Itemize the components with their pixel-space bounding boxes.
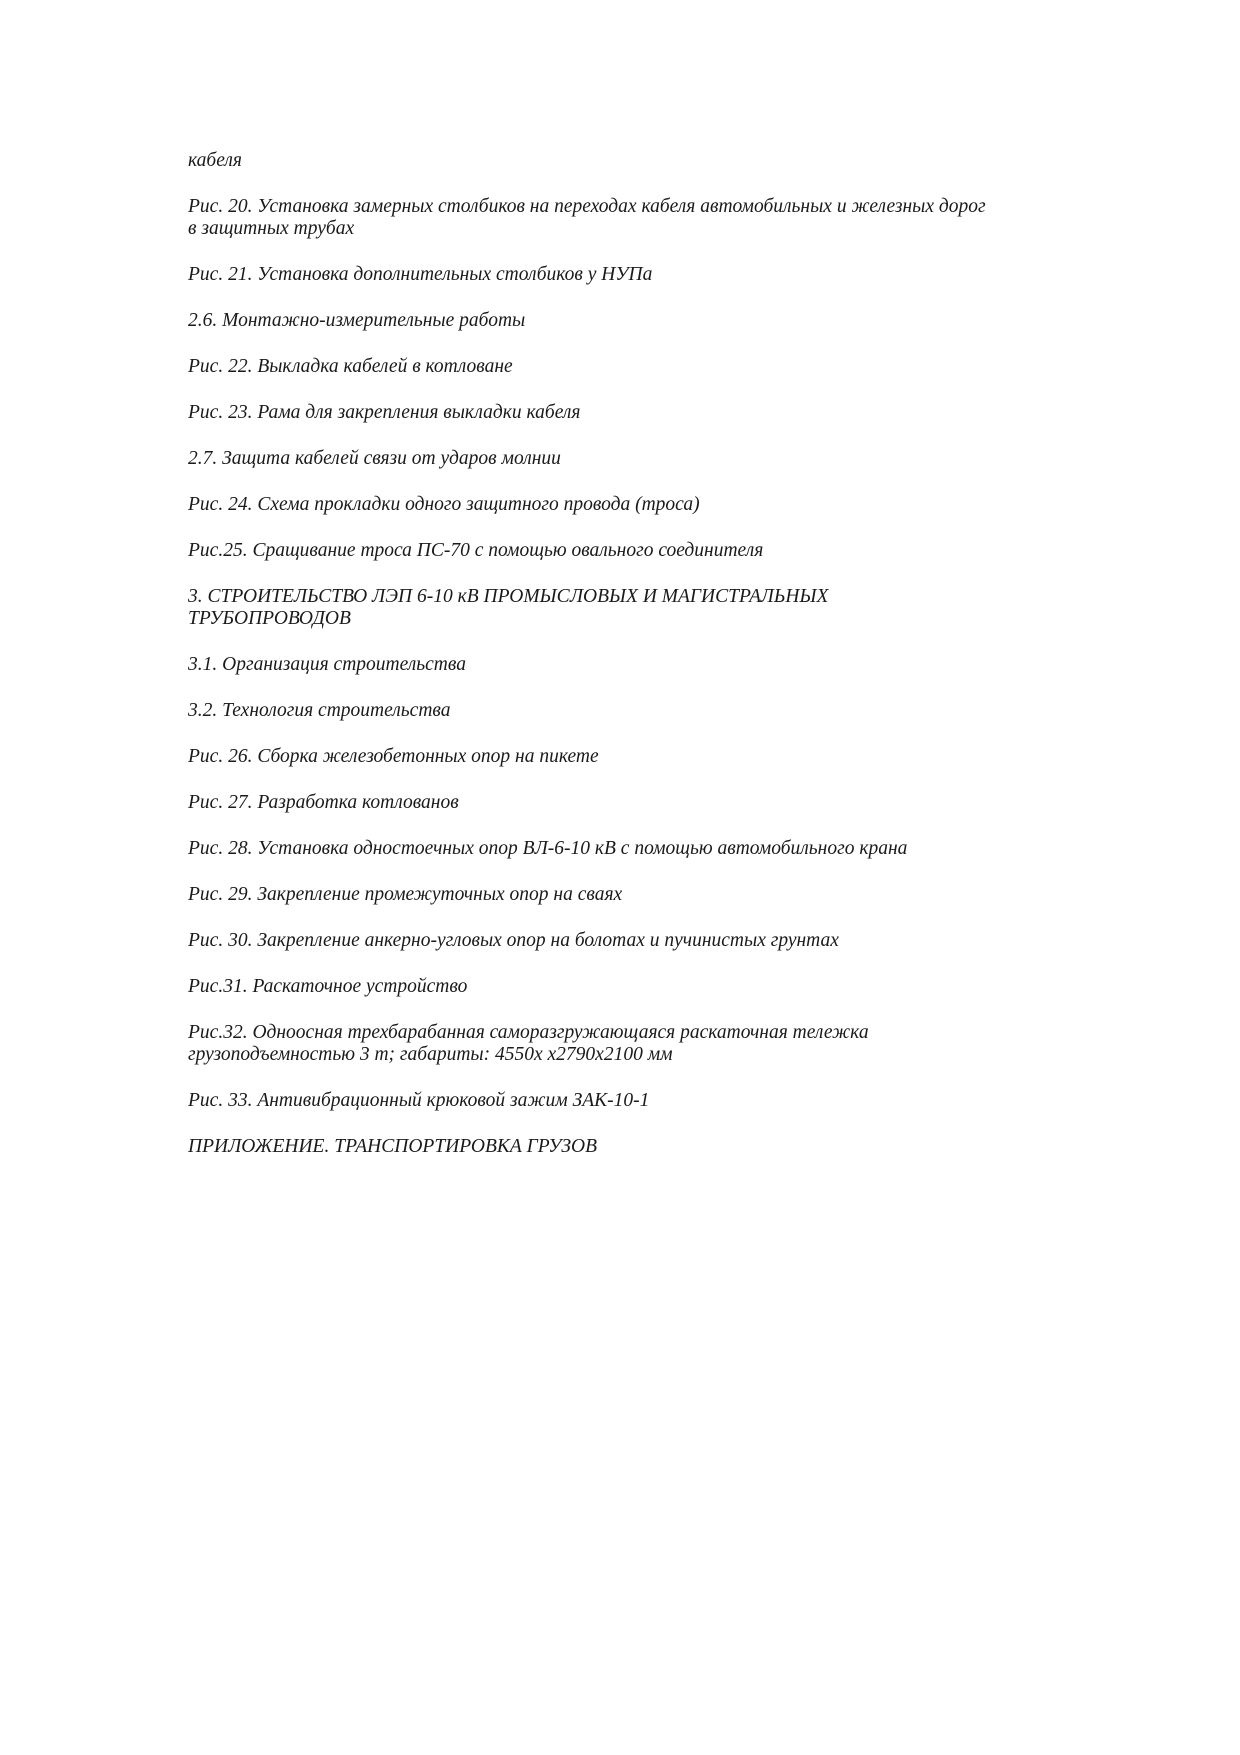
toc-entry: Рис.31. Раскаточное устройство xyxy=(188,976,468,997)
toc-entry: Рис. 26. Сборка железобетонных опор на пикете xyxy=(188,746,599,767)
toc-entry: Рис. 22. Выкладка кабелей в котловане xyxy=(188,356,513,377)
toc-entry: 2.6. Монтажно-измерительные работы xyxy=(188,310,526,331)
toc-entry: Рис.25. Сращивание троса ПС-70 с помощью овального соединителя xyxy=(188,540,764,561)
toc-entry: Рис. 33. Антивибрационный крюковой зажим ЗАК-10-1 xyxy=(188,1090,650,1111)
toc-entry: Рис. 29. Закрепление промежуточных опор на сваях xyxy=(188,884,623,905)
toc-entry: 3.2. Технология строительства xyxy=(188,700,451,721)
toc-entry: Рис. 28. Установка одностоечных опор ВЛ-6-10 кВ с помощью автомобильного крана xyxy=(188,838,908,859)
toc-entry: Рис. 24. Схема прокладки одного защитного провода (троса) xyxy=(188,494,700,515)
toc-entry: кабеля xyxy=(188,150,242,171)
toc-entry: Рис. 27. Разработка котлованов xyxy=(188,792,459,813)
toc-entry: 2.7. Защита кабелей связи от ударов молнии xyxy=(188,448,561,469)
toc-entry: Рис. 30. Закрепление анкерно-угловых опор на болотах и пучинистых грунтах xyxy=(188,930,839,951)
toc-entry: Рис. 23. Рама для закрепления выкладки кабеля xyxy=(188,402,581,423)
toc-entry: Рис. 21. Установка дополнительных столбиков у НУПа xyxy=(188,264,653,285)
toc-entry: Рис.32. Одноосная трехбарабанная саморазгружающаяся раскаточная тележка грузоподъемностью 3 т; габариты: 4550х х2790х2100 мм xyxy=(188,1022,869,1065)
toc-entry: 3.1. Организация строительства xyxy=(188,654,466,675)
toc-entry: 3. СТРОИТЕЛЬСТВО ЛЭП 6-10 кВ ПРОМЫСЛОВЫХ И МАГИСТРАЛЬНЫХ ТРУБОПРОВОДОВ xyxy=(188,586,829,629)
toc-entry: ПРИЛОЖЕНИЕ. ТРАНСПОРТИРОВКА ГРУЗОВ xyxy=(188,1136,598,1157)
table-of-contents xyxy=(188,150,1068,1182)
toc-entry: Рис. 20. Установка замерных столбиков на переходах кабеля автомобильных и железных дорог в защитных трубах xyxy=(188,196,986,239)
